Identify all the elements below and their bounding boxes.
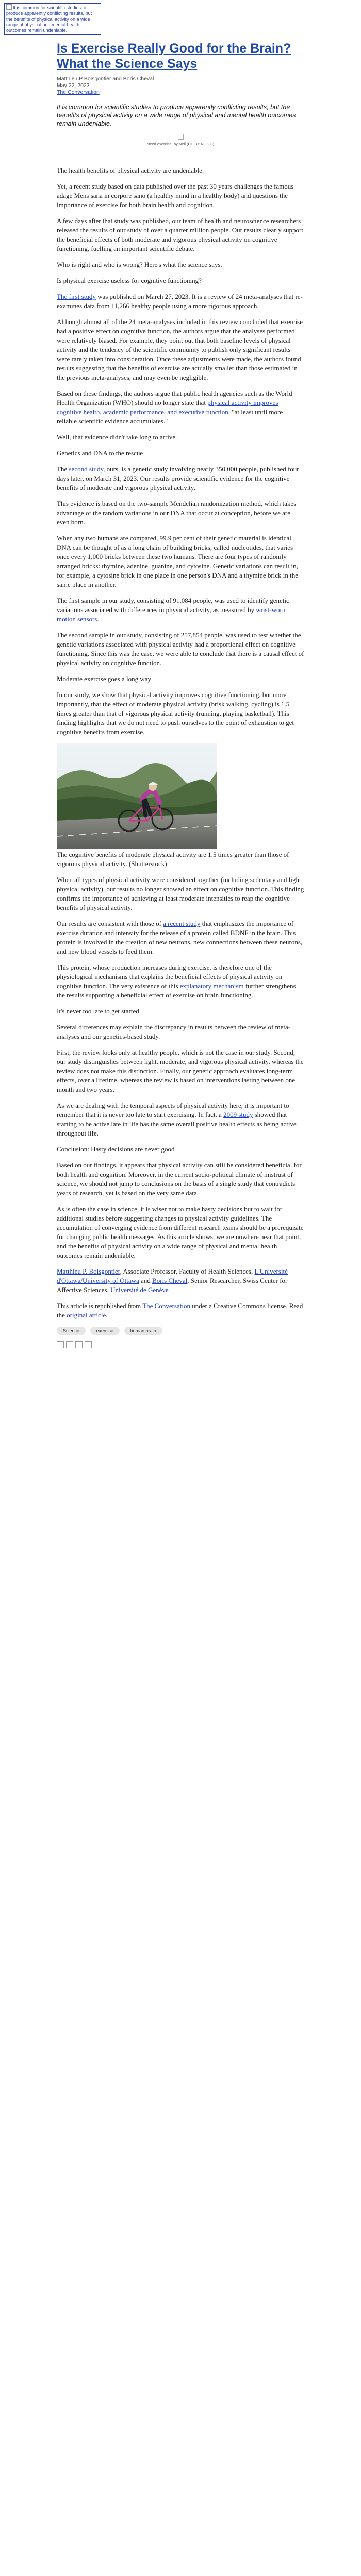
second-study-link[interactable]: second study [69, 465, 104, 473]
section-heading: Moderate exercise goes a long way [57, 675, 152, 683]
paragraph: In our study, we show that physical activity improves cognitive functioning, but more importantly, that the effect of moderate physical activity (brisk walking, cycling) is 1.5 times greater than that of vigorous physical activity (running, playing basketball). This finding highlights that we do not need to push ourselves to the point of exhaustion to get cognitive benefits from exercise. [57, 691, 294, 736]
article-title[interactable]: Is Exercise Really Good for the Brain? What the Science Says [57, 41, 291, 71]
paragraph [57, 596, 304, 624]
motion-sensors-link[interactable]: wrist-worn motion sensors [57, 606, 286, 623]
photo-caption: The cognitive benefits of moderate physical activity are 1.5 times greater than those of vigorous physical activity. (Shutterstock) [57, 851, 289, 868]
share-icons [57, 1341, 304, 1351]
paragraph: Based on our findings, it appears that physical activity can still be considered beneficial for both health and cognition. Moreover, in the current socio-political climate of mistrust of science, we should not jump to conclusions on the basis of a single study that contradicts years of research, yet is based on the very same data. [57, 1161, 302, 1197]
paragraph: This evidence is based on the two-sample Mendelian randomization method, which takes advantage of the random variations in our DNA that occur at conception, before we are even born. [57, 500, 297, 526]
author-link[interactable]: Matthieu P. Boisgontier [57, 1267, 120, 1275]
paragraph: The health benefits of physical activity are undeniable. [57, 166, 204, 174]
paragraph-text: was published on March 27, 2023. It is a review of 24 meta-analyses that re-examines data from 11,266 healthy people using a more rigorous approach. [57, 293, 303, 310]
paragraph-text: As we are dealing with the temporal aspects of physical activity here, it is important to remember that it is never too late to start exercising. In fact, a [57, 1101, 289, 1118]
publish-date: May 22, 2023 [57, 82, 90, 89]
explanatory-mechanism-link[interactable]: explanatory mechanism [179, 982, 244, 990]
paragraph-text: that emphasizes the importance of exercise duration and intensity for the release of a protein called BDNF in the brain. This protein is involved in the creation of new neurons, new connections between these neurons, and new blood vessels to feed them. [57, 920, 303, 955]
paragraph [57, 963, 304, 1000]
paragraph: Well, that evidence didn't take long to arrive. [57, 433, 177, 441]
bio-text: , Associate Professor, Faculty of Health Sciences, [120, 1267, 255, 1275]
paragraph-text: Our results are consistent with those of [57, 920, 163, 927]
share-icon[interactable] [75, 1341, 83, 1348]
top-image-placeholder [4, 3, 101, 35]
share-icon[interactable] [57, 1341, 64, 1348]
article-meta [57, 76, 304, 96]
section-heading: Conclusion: Hasty decisions are never good [57, 1145, 175, 1153]
share-icon[interactable] [85, 1341, 92, 1348]
paragraph: When all types of physical activity were considered together (including sedentary and light physical activity), our results no longer showed an effect on cognitive function. This finding confirms the importance of achieving at least moderate intensities to reap the cognitive benefits of physical activity. [57, 876, 304, 911]
tag-list [57, 1327, 304, 1335]
paragraph-text: , ours, is a genetic study involving nearly 350,000 people, published four days later, on March 31, 2023. Our results provide scientific evidence for the cognitive benefits of moderate and vigorous physical activity. [57, 465, 299, 492]
section-heading: It's never too late to get started [57, 1007, 139, 1015]
article-lead: It is common for scientific studies to produce apparently conflicting results, but the benefits of physical activity on a wide range of physical and mental health outcomes remain undeniable. [57, 104, 296, 127]
bio-text: , Senior Researcher, Swiss Center for Affective Sciences, [57, 1277, 288, 1294]
authors: Matthieu P Boisgontier and Boris Cheval [57, 76, 154, 82]
paragraph: As is often the case in science, it is wiser not to make hasty decisions but to wait for additional studies before suggesting changes to physical activity guidelines. The accumulation of converging evidence from different research teams should be a prerequisite for changing public health messages. As this article shows, we are nowhere near that point, and the benefits of physical activity on a wide range of physical and mental health outcomes remain undeniable. [57, 1205, 304, 1259]
repub-text: under a Creative Commons license. Read the [57, 1302, 303, 1319]
recent-study-link[interactable]: a recent study [163, 920, 201, 927]
paragraph: First, the review looks only at healthy people, which is not the case in our study. Second, our study distinguishes between light, moderate, and vigorous physical activity, whereas the review does not make this distinction. Finally, our genetic approach evaluates long-term effects, over a lifetime, whereas the review is based on interventions lasting between one month and two years. [57, 1048, 304, 1093]
affiliation-link[interactable]: Université de Genève [110, 1286, 169, 1294]
share-icon[interactable] [66, 1341, 73, 1348]
paragraph: A few days after that study was published, our team of health and neuroscience researchers released the results of our study of over a quarter million people. Our results clearly support the beneficial effects of both moderate and vigorous physical activity on cognitive functioning, fuelling an important scientific debate. [57, 217, 303, 252]
study-2009-link[interactable]: 2009 study [223, 1111, 253, 1118]
paragraph: Although almost all of the 24 meta-analyses included in this review concluded that exercise had a positive effect on cognitive function, the authors argue that the analyses performed were relatively biased. For example, they point out that both baseline levels of physical activity and the tendency of the scientific community to publish only significant results were rarely taken into consideration. Once these adjustments were made, the authors found results suggesting that the benefits of exercise are actually smaller than those estimated in the previous meta-analyses, and may even be negligible. [57, 318, 303, 381]
paragraph [57, 389, 304, 426]
tag-science[interactable]: Science [57, 1327, 86, 1335]
paragraph-text: further strengthens the results supporting a beneficial effect of exercise on brain functioning. [57, 982, 296, 999]
paragraph [57, 919, 304, 956]
top-image-alt-text: It is common for scientific studies to produce apparently conflicting results, but the benefits of physical activity on a wide range of physical and mental health outcomes remain undeniable. [6, 5, 92, 33]
repub-text: This article is republished from [57, 1302, 143, 1310]
bio-text: and [139, 1277, 153, 1284]
section-heading: Is physical exercise useless for cognitive functioning? [57, 277, 202, 284]
author-link[interactable]: Boris Cheval [152, 1277, 188, 1284]
original-article-link[interactable]: original article [67, 1311, 106, 1319]
conversation-link[interactable]: The Conversation [142, 1302, 190, 1310]
paragraph-text: The [57, 465, 69, 473]
repub-text: . [106, 1311, 108, 1319]
tag-exercise[interactable]: exercise [90, 1327, 120, 1335]
article [57, 41, 304, 1351]
small-figure [57, 134, 304, 146]
section-heading: Genetics and DNA to the rescue [57, 449, 143, 457]
paragraph-text: . [97, 615, 99, 623]
author-bio [57, 1267, 304, 1295]
paragraph-text: showed that starting to be active late in life has the same overall positive health effects as being active throughout life. [57, 1111, 297, 1137]
page [0, 3, 361, 1351]
paragraph-text: Based on these findings, the authors argue that public health agencies such as the World Health Organization (WHO) should no longer state that [57, 389, 292, 406]
broken-image-icon [178, 134, 184, 140]
cyclist-photo-illustration [57, 743, 217, 849]
paragraph [57, 1101, 304, 1138]
paragraph-text: This protein, whose production increases during exercise, is therefore one of the physiological mechanisms that explains the beneficial effects of physical activity on cognitive function. The very existence of this [57, 963, 283, 990]
tag-human-brain[interactable]: human brain [124, 1327, 162, 1335]
paragraph [57, 465, 304, 493]
paragraph-text: The first sample in our study, consisting of 91,084 people, was used to identify genetic variations associated with differences in physical activity, as measured by [57, 597, 289, 614]
paragraph: Yet, a recent study based on data published over the past 30 years challenges the famous adage Mens sana in corpore sano (a healthy mind in a healthy body) and questions the importance of exercise for both brain health and cognition. [57, 182, 294, 209]
paragraph: Who is right and who is wrong? Here's what the science says. [57, 261, 222, 268]
broken-image-icon [6, 4, 12, 10]
affiliation-link[interactable]: L'Université d'Ottawa/University of Ottawa [57, 1267, 288, 1284]
paragraph [57, 292, 304, 311]
cyclist-photo [57, 743, 217, 849]
small-figure-caption: Need exercise. by Nell (CC BY-NC 2.0) [146, 142, 215, 146]
first-study-link[interactable]: The first study [57, 293, 96, 300]
paragraph-text: , "at least until more reliable scientific evidence accumulates." [57, 408, 283, 425]
paragraph: Several differences may explain the discrepancy in results between the review of meta-analyses and our genetics-based study. [57, 1023, 291, 1040]
source-link[interactable]: The Conversation [57, 89, 100, 95]
paragraph: When any two humans are compared, 99.9 per cent of their genetic material is identical. DNA can be thought of as a long chain of building bricks, called nucleotides, that varies once every 1,000 bricks between these two humans. There are four types of randomly arranged bricks: thymine, adenine, guanine, and cytosine. Genetic variations can result in, for example, a cytosine brick in one place in one person's DNA and a thymine brick in the same place in another. [57, 534, 299, 588]
who-guidelines-link[interactable]: physical activity improves cognitive health, academic performance, and executive function [57, 399, 278, 416]
paragraph: The second sample in our study, consisting of 257,854 people, was used to test whether the genetic variations associated with physical activity had a proportional effect on cognitive functioning. Since this was the case, we were able to conclude that there is a causal effect of physical activity on cognitive function. [57, 631, 304, 667]
republish-note [57, 1301, 304, 1320]
